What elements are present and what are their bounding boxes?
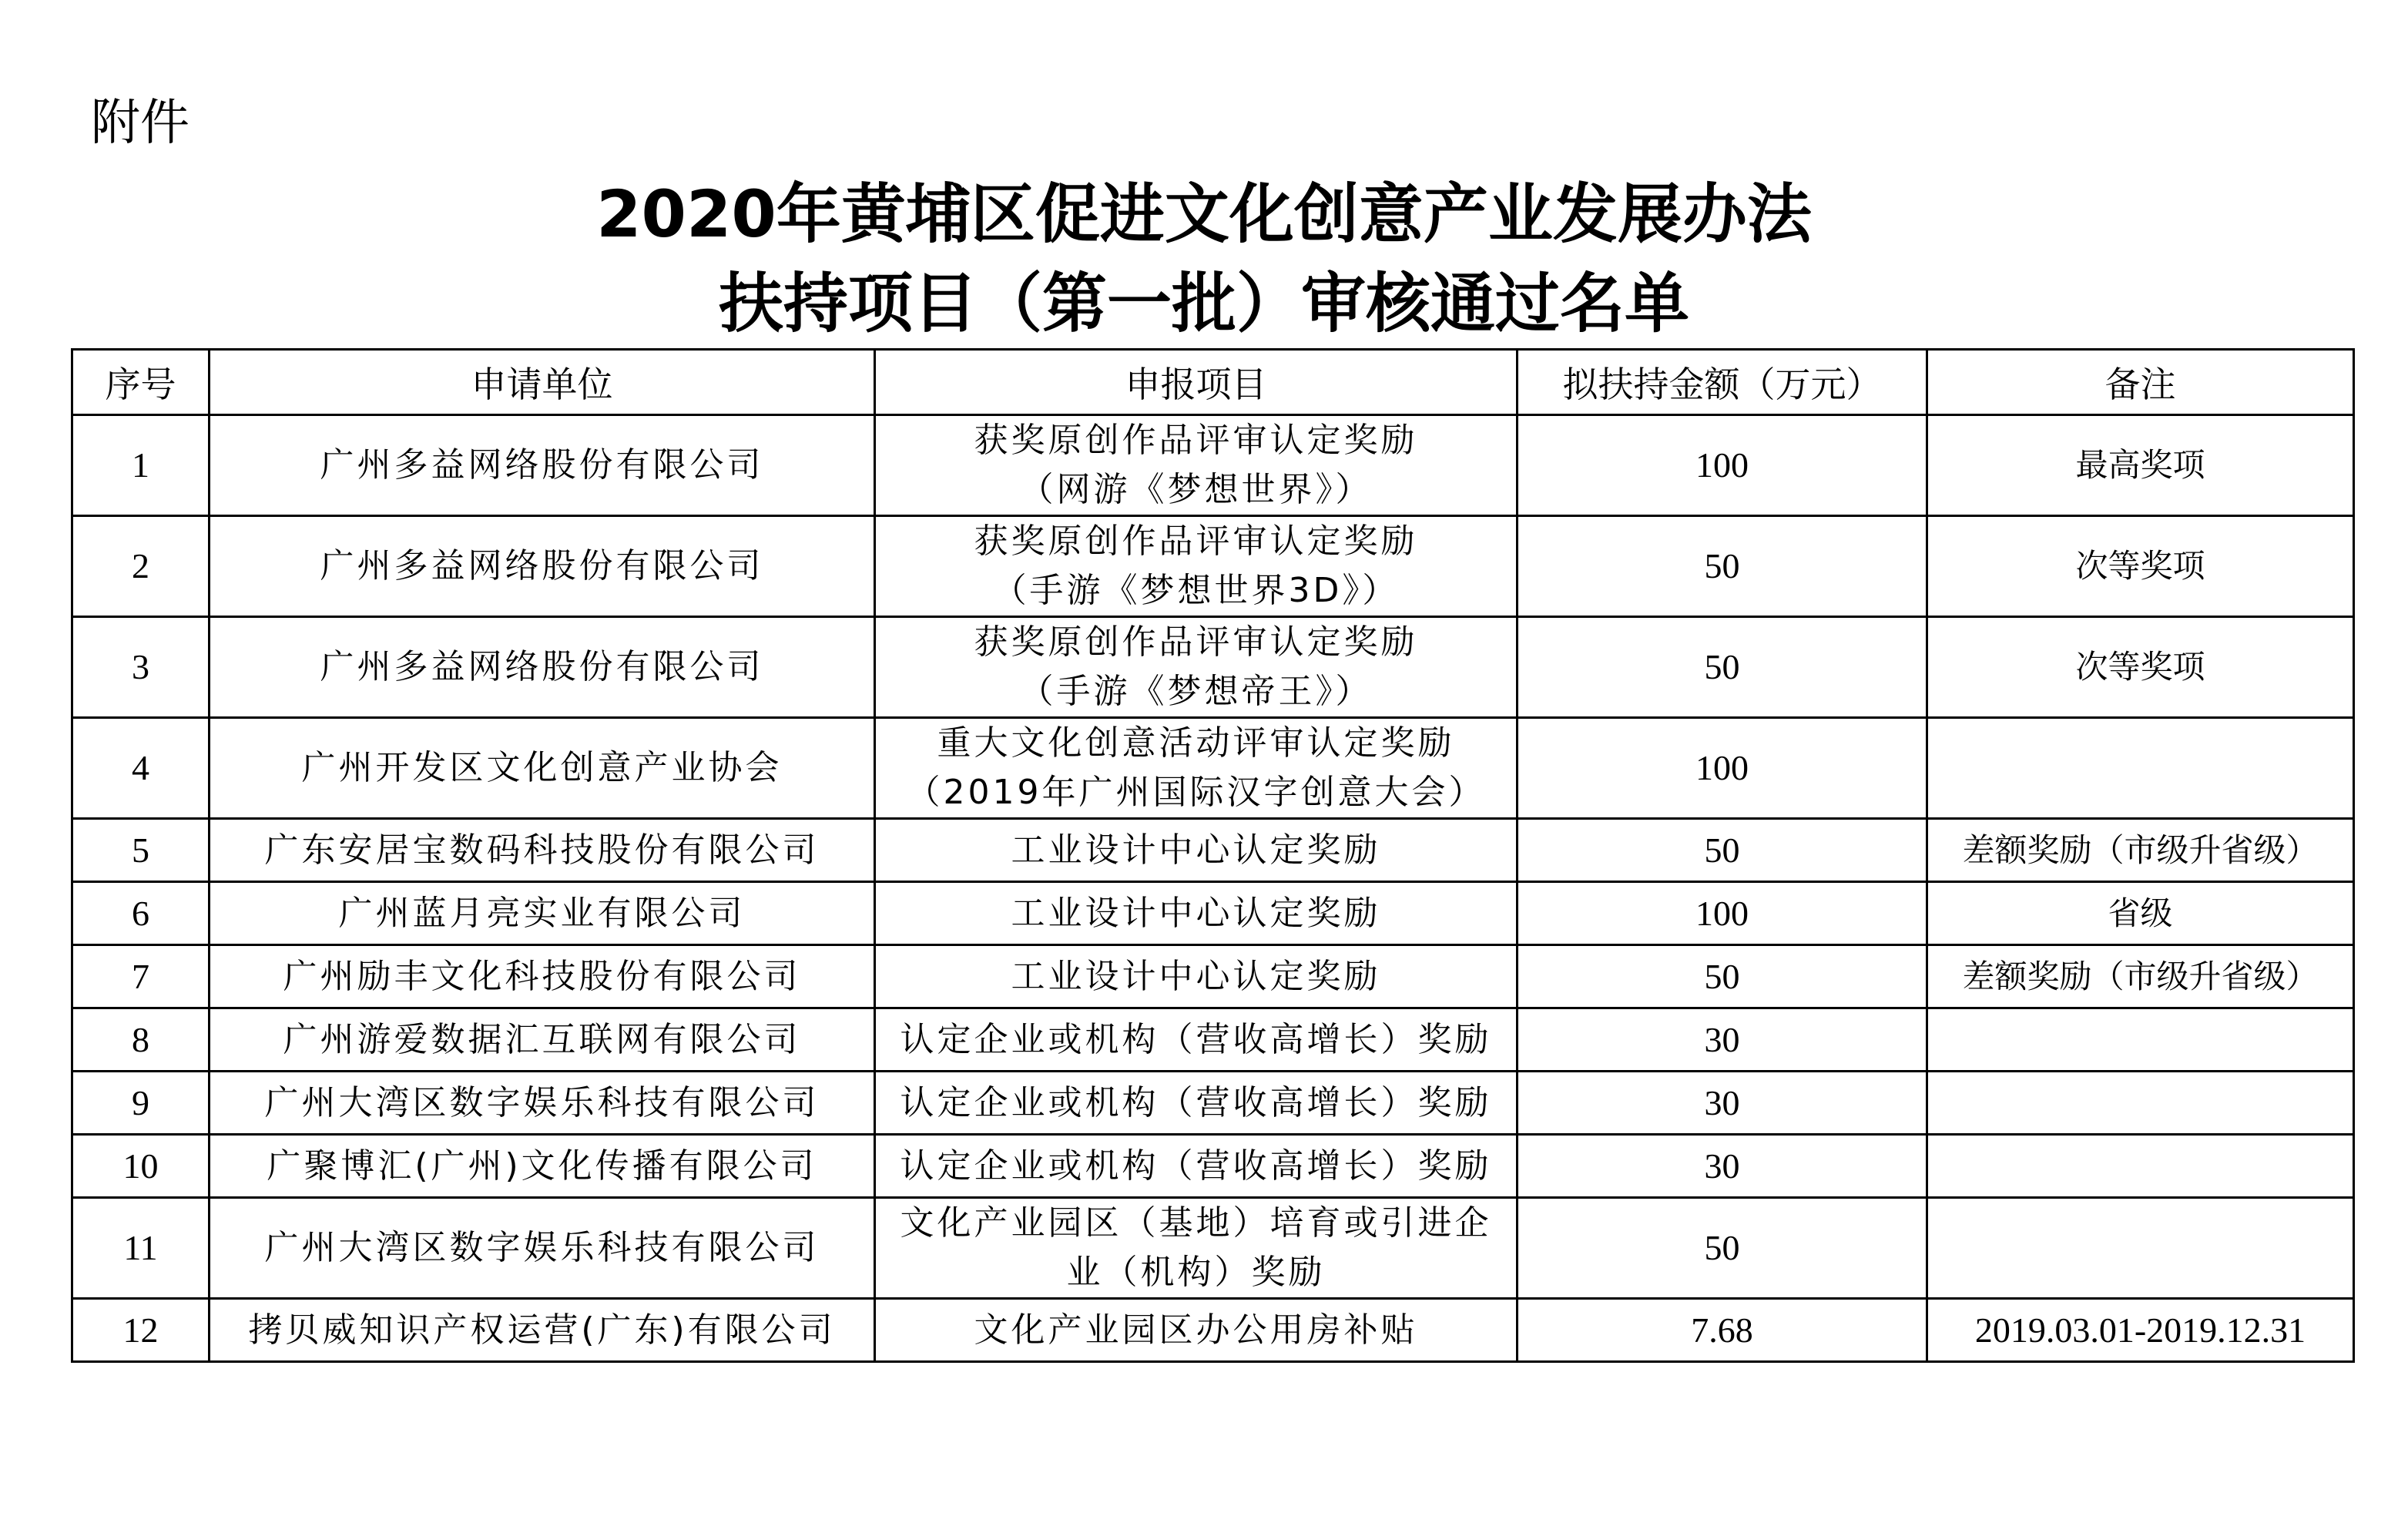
table-row <box>72 1072 2354 1135</box>
cell-number: 9 <box>72 1072 210 1135</box>
table-row <box>72 1299 2354 1362</box>
col-header-project: 申报项目 <box>875 350 1518 415</box>
project-line: （手游《梦想世界3D》） <box>992 571 1400 610</box>
table-body <box>72 415 2354 1362</box>
cell-project <box>875 1072 1518 1135</box>
cell-number: 11 <box>72 1198 210 1299</box>
cell-number: 3 <box>72 617 210 718</box>
cell-unit: 广州大湾区数字娱乐科技有限公司 <box>210 1198 875 1299</box>
cell-unit: 广州多益网络股份有限公司 <box>210 617 875 718</box>
project-line: 获奖原创作品评审认定奖励 <box>974 421 1418 460</box>
cell-project <box>875 819 1518 882</box>
cell-unit: 广州大湾区数字娱乐科技有限公司 <box>210 1072 875 1135</box>
cell-number: 4 <box>72 718 210 819</box>
project-line: 获奖原创作品评审认定奖励 <box>974 622 1418 662</box>
cell-project <box>875 718 1518 819</box>
table-row <box>72 945 2354 1008</box>
table-row <box>72 1135 2354 1198</box>
cell-remark: 2019.03.01-2019.12.31 <box>1927 1299 2354 1362</box>
table-row <box>72 617 2354 718</box>
cell-remark: 差额奖励（市级升省级） <box>1927 819 2354 882</box>
cell-unit: 广州游爱数据汇互联网有限公司 <box>210 1008 875 1072</box>
cell-remark <box>1927 1072 2354 1135</box>
project-line: 工业设计中心认定奖励 <box>1011 830 1381 870</box>
cell-remark: 次等奖项 <box>1927 617 2354 718</box>
cell-amount: 100 <box>1518 415 1927 516</box>
cell-project <box>875 945 1518 1008</box>
cell-number: 10 <box>72 1135 210 1198</box>
table-row <box>72 882 2354 945</box>
cell-project <box>875 882 1518 945</box>
project-line: 认定企业或机构（营收高增长）奖励 <box>900 1082 1492 1122</box>
cell-number: 12 <box>72 1299 210 1362</box>
col-header-unit: 申请单位 <box>210 350 875 415</box>
cell-remark: 省级 <box>1927 882 2354 945</box>
table-row <box>72 1198 2354 1299</box>
cell-project <box>875 1198 1518 1299</box>
document-title-line2: 扶持项目（第一批）审核通过名单 <box>718 266 1689 341</box>
cell-amount: 50 <box>1518 1198 1927 1299</box>
cell-amount: 50 <box>1518 617 1927 718</box>
project-line: 获奖原创作品评审认定奖励 <box>974 522 1418 561</box>
cell-amount: 50 <box>1518 819 1927 882</box>
project-line: （2019年广州国际汉字创意大会） <box>906 773 1486 812</box>
cell-amount: 50 <box>1518 945 1927 1008</box>
table-row <box>72 819 2354 882</box>
col-header-amount: 拟扶持金额（万元） <box>1518 350 1927 415</box>
cell-unit: 广聚博汇(广州)文化传播有限公司 <box>210 1135 875 1198</box>
attachment-label: 附件 <box>91 95 189 152</box>
cell-amount: 30 <box>1518 1135 1927 1198</box>
cell-number: 1 <box>72 415 210 516</box>
col-header-number: 序号 <box>72 350 210 415</box>
cell-unit: 广州开发区文化创意产业协会 <box>210 718 875 819</box>
table-row <box>72 516 2354 617</box>
table-row <box>72 718 2354 819</box>
cell-number: 6 <box>72 882 210 945</box>
cell-project <box>875 617 1518 718</box>
cell-remark: 差额奖励（市级升省级） <box>1927 945 2354 1008</box>
cell-amount: 50 <box>1518 516 1927 617</box>
cell-unit: 广州多益网络股份有限公司 <box>210 415 875 516</box>
cell-unit: 广东安居宝数码科技股份有限公司 <box>210 819 875 882</box>
project-line: （手游《梦想帝王》） <box>1019 672 1373 711</box>
cell-remark: 最高奖项 <box>1927 415 2354 516</box>
cell-number: 8 <box>72 1008 210 1072</box>
project-line: 认定企业或机构（营收高增长）奖励 <box>900 1146 1492 1186</box>
col-header-remark: 备注 <box>1927 350 2354 415</box>
project-line: 文化产业园区（基地）培育或引进企 <box>900 1203 1492 1243</box>
cell-remark <box>1927 1135 2354 1198</box>
cell-unit: 广州多益网络股份有限公司 <box>210 516 875 617</box>
cell-number: 5 <box>72 819 210 882</box>
project-line: （网游《梦想世界》） <box>1019 470 1373 509</box>
cell-number: 2 <box>72 516 210 617</box>
cell-amount: 100 <box>1518 718 1927 819</box>
cell-project <box>875 1299 1518 1362</box>
cell-project <box>875 1135 1518 1198</box>
table-row <box>72 1008 2354 1072</box>
cell-project <box>875 415 1518 516</box>
cell-number: 7 <box>72 945 210 1008</box>
cell-amount: 7.68 <box>1518 1299 1927 1362</box>
table-row <box>72 415 2354 516</box>
approval-list-table <box>71 348 2355 1363</box>
cell-remark <box>1927 1198 2354 1299</box>
cell-project <box>875 516 1518 617</box>
cell-amount: 30 <box>1518 1008 1927 1072</box>
table-header-row <box>72 350 2354 415</box>
project-line: 工业设计中心认定奖励 <box>1011 956 1381 996</box>
project-line: 文化产业园区办公用房补贴 <box>974 1310 1418 1350</box>
cell-unit: 广州蓝月亮实业有限公司 <box>210 882 875 945</box>
cell-unit: 拷贝威知识产权运营(广东)有限公司 <box>210 1299 875 1362</box>
cell-remark <box>1927 718 2354 819</box>
cell-remark <box>1927 1008 2354 1072</box>
project-line: 工业设计中心认定奖励 <box>1011 893 1381 933</box>
document-title-line1: 2020年黄埔区促进文化创意产业发展办法 <box>596 176 1812 252</box>
cell-amount: 100 <box>1518 882 1927 945</box>
cell-amount: 30 <box>1518 1072 1927 1135</box>
cell-unit: 广州励丰文化科技股份有限公司 <box>210 945 875 1008</box>
project-line: 认定企业或机构（营收高增长）奖励 <box>900 1019 1492 1059</box>
cell-remark: 次等奖项 <box>1927 516 2354 617</box>
project-line: 重大文化创意活动评审认定奖励 <box>937 723 1455 763</box>
cell-project <box>875 1008 1518 1072</box>
project-line: 业（机构）奖励 <box>1066 1253 1326 1292</box>
